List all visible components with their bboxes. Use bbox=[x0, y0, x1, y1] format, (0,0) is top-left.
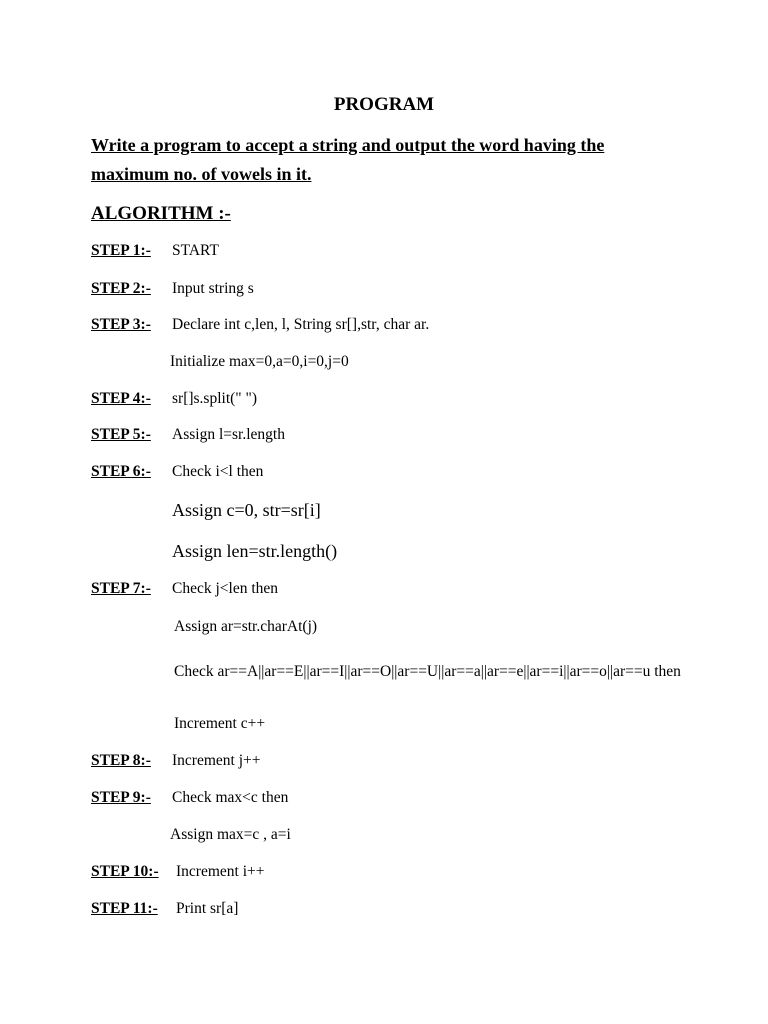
step-7-text: Check j<len then bbox=[172, 580, 279, 597]
question-line-2: maximum no. of vowels in it. bbox=[91, 164, 312, 184]
step-4-label: STEP 4:- bbox=[91, 390, 151, 407]
step-1-text: START bbox=[172, 242, 219, 259]
step-7-sub-2: Check ar==A||ar==E||ar==I||ar==O||ar==U||ar==a||ar==e||ar==i||ar==o||ar==u then bbox=[174, 663, 681, 680]
step-7-label: STEP 7:- bbox=[91, 580, 151, 597]
step-9-continuation: Assign max=c , a=i bbox=[170, 826, 291, 843]
step-7-sub-1: Assign ar=str.charAt(j) bbox=[174, 618, 318, 635]
step-7-sub-3: Increment c++ bbox=[174, 715, 266, 732]
step-2-label: STEP 2:- bbox=[91, 280, 151, 297]
step-6-sub-1: Assign c=0, str=sr[i] bbox=[172, 500, 321, 520]
step-3-text: Declare int c,len, l, String sr[],str, char ar. bbox=[172, 316, 430, 333]
step-5-label: STEP 5:- bbox=[91, 426, 151, 443]
algorithm-heading: ALGORITHM :- bbox=[91, 203, 231, 224]
step-1-label: STEP 1:- bbox=[91, 242, 151, 259]
step-8-text: Increment j++ bbox=[172, 752, 261, 769]
step-10-label: STEP 10:- bbox=[91, 863, 159, 880]
step-11-text: Print sr[a] bbox=[176, 900, 239, 917]
step-8-label: STEP 8:- bbox=[91, 752, 151, 769]
question-line-1: Write a program to accept a string and output the word having the bbox=[91, 135, 605, 155]
step-2-text: Input string s bbox=[172, 280, 254, 297]
step-9-label: STEP 9:- bbox=[91, 789, 151, 806]
step-6-label: STEP 6:- bbox=[91, 463, 151, 480]
step-3-continuation: Initialize max=0,a=0,i=0,j=0 bbox=[170, 353, 349, 370]
step-6-text: Check i<l then bbox=[172, 463, 264, 480]
step-9-text: Check max<c then bbox=[172, 789, 289, 806]
step-3-label: STEP 3:- bbox=[91, 316, 151, 333]
page-title: PROGRAM bbox=[333, 94, 435, 115]
step-4-text: sr[]s.split(" ") bbox=[172, 390, 257, 407]
step-5-text: Assign l=sr.length bbox=[172, 426, 285, 443]
step-10-text: Increment i++ bbox=[176, 863, 265, 880]
step-6-sub-2: Assign len=str.length() bbox=[172, 541, 338, 561]
step-11-label: STEP 11:- bbox=[91, 900, 158, 917]
